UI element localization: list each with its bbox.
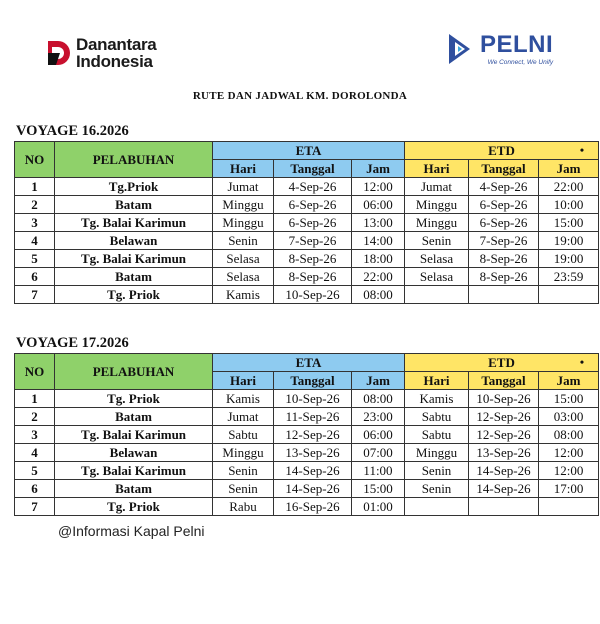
cell-eta-hari: Senin xyxy=(213,462,274,480)
header-eta: ETA xyxy=(213,142,405,160)
cell-etd-tanggal: 14-Sep-26 xyxy=(469,480,539,498)
cell-etd-jam xyxy=(539,286,599,304)
cell-etd-hari: Minggu xyxy=(405,214,469,232)
table-row xyxy=(15,268,599,286)
header-pelabuhan: PELABUHAN xyxy=(55,142,213,178)
cell-etd-jam: 12:00 xyxy=(539,462,599,480)
cell-etd-tanggal: 8-Sep-26 xyxy=(469,250,539,268)
cell-etd-hari: Jumat xyxy=(405,178,469,196)
cell-eta-hari: Minggu xyxy=(213,196,274,214)
cell-eta-jam: 22:00 xyxy=(352,268,405,286)
cell-etd-jam: 15:00 xyxy=(539,390,599,408)
cell-no: 1 xyxy=(15,178,55,196)
header-etd-hari: Hari xyxy=(405,160,469,178)
cell-pelabuhan: Belawan xyxy=(55,232,213,250)
cell-etd-hari xyxy=(405,286,469,304)
schedule-table-voyage-1 xyxy=(14,141,599,304)
cell-etd-hari: Selasa xyxy=(405,268,469,286)
cell-pelabuhan: Batam xyxy=(55,480,213,498)
table-row xyxy=(15,480,599,498)
header-eta-hari: Hari xyxy=(213,372,274,390)
header-etd-jam: Jam xyxy=(539,160,599,178)
cell-eta-jam: 06:00 xyxy=(352,196,405,214)
voyage-title-2: VOYAGE 17.2026 xyxy=(16,335,129,351)
cell-eta-hari: Minggu xyxy=(213,214,274,232)
header-no: NO xyxy=(15,142,55,178)
header-eta-jam: Jam xyxy=(352,160,405,178)
cell-etd-hari: Senin xyxy=(405,232,469,250)
cell-etd-tanggal: 12-Sep-26 xyxy=(469,426,539,444)
voyage-title-1: VOYAGE 16.2026 xyxy=(16,123,129,139)
cell-eta-jam: 18:00 xyxy=(352,250,405,268)
header-eta: ETA xyxy=(213,354,405,372)
cell-etd-jam xyxy=(539,498,599,516)
cell-eta-tanggal: 11-Sep-26 xyxy=(274,408,352,426)
cell-etd-tanggal: 4-Sep-26 xyxy=(469,178,539,196)
cell-eta-tanggal: 8-Sep-26 xyxy=(274,268,352,286)
cell-etd-hari: Senin xyxy=(405,480,469,498)
cell-eta-jam: 12:00 xyxy=(352,178,405,196)
cell-etd-jam: 23:59 xyxy=(539,268,599,286)
cell-pelabuhan: Batam xyxy=(55,196,213,214)
cell-pelabuhan: Tg. Balai Karimun xyxy=(55,214,213,232)
cell-eta-hari: Selasa xyxy=(213,268,274,286)
cell-eta-jam: 14:00 xyxy=(352,232,405,250)
cell-pelabuhan: Tg. Priok xyxy=(55,286,213,304)
pelni-logo-tagline: We Connect, We Unify xyxy=(487,58,554,66)
cell-eta-jam: 01:00 xyxy=(352,498,405,516)
cell-etd-jam: 08:00 xyxy=(539,426,599,444)
cell-no: 4 xyxy=(15,444,55,462)
cell-no: 1 xyxy=(15,390,55,408)
header-etd-tanggal: Tanggal xyxy=(469,160,539,178)
cell-etd-jam: 17:00 xyxy=(539,480,599,498)
cell-pelabuhan: Tg. Balai Karimun xyxy=(55,426,213,444)
cell-etd-tanggal: 12-Sep-26 xyxy=(469,408,539,426)
danantara-logo-icon xyxy=(46,39,70,67)
pelni-logo-name: PELNI xyxy=(480,30,554,58)
table-row xyxy=(15,390,599,408)
header-etd: ETD • xyxy=(405,142,599,160)
cell-no: 7 xyxy=(15,286,55,304)
danantara-logo-line2: Indonesia xyxy=(76,52,153,71)
cell-eta-tanggal: 6-Sep-26 xyxy=(274,196,352,214)
cell-pelabuhan: Tg.Priok xyxy=(55,178,213,196)
cell-eta-tanggal: 10-Sep-26 xyxy=(274,390,352,408)
header-pelabuhan: PELABUHAN xyxy=(55,354,213,390)
cell-eta-tanggal: 16-Sep-26 xyxy=(274,498,352,516)
cell-etd-tanggal: 8-Sep-26 xyxy=(469,268,539,286)
table-row xyxy=(15,286,599,304)
cell-eta-hari: Sabtu xyxy=(213,426,274,444)
cell-pelabuhan: Batam xyxy=(55,408,213,426)
cell-eta-hari: Jumat xyxy=(213,178,274,196)
table-row xyxy=(15,462,599,480)
cell-etd-hari xyxy=(405,498,469,516)
table-row xyxy=(15,250,599,268)
cell-etd-hari: Minggu xyxy=(405,196,469,214)
header-eta-tanggal: Tanggal xyxy=(274,160,352,178)
cell-etd-hari: Kamis xyxy=(405,390,469,408)
header-etd-tanggal: Tanggal xyxy=(469,372,539,390)
cell-no: 6 xyxy=(15,480,55,498)
cell-no: 6 xyxy=(15,268,55,286)
table-row xyxy=(15,426,599,444)
cell-eta-jam: 08:00 xyxy=(352,390,405,408)
cell-etd-tanggal: 13-Sep-26 xyxy=(469,444,539,462)
cell-no: 4 xyxy=(15,232,55,250)
cell-no: 2 xyxy=(15,408,55,426)
danantara-logo xyxy=(46,36,156,70)
cell-no: 5 xyxy=(15,462,55,480)
cell-etd-hari: Selasa xyxy=(405,250,469,268)
cell-eta-jam: 23:00 xyxy=(352,408,405,426)
cell-eta-tanggal: 10-Sep-26 xyxy=(274,286,352,304)
cell-etd-jam: 19:00 xyxy=(539,232,599,250)
header-etd-jam: Jam xyxy=(539,372,599,390)
cell-etd-tanggal: 6-Sep-26 xyxy=(469,196,539,214)
cell-pelabuhan: Belawan xyxy=(55,444,213,462)
cell-etd-tanggal: 14-Sep-26 xyxy=(469,462,539,480)
cell-pelabuhan: Tg. Balai Karimun xyxy=(55,462,213,480)
header-no: NO xyxy=(15,354,55,390)
cell-eta-hari: Kamis xyxy=(213,390,274,408)
cell-etd-tanggal: 6-Sep-26 xyxy=(469,214,539,232)
cell-eta-jam: 15:00 xyxy=(352,480,405,498)
cell-pelabuhan: Batam xyxy=(55,268,213,286)
cell-etd-jam: 10:00 xyxy=(539,196,599,214)
cell-etd-hari: Sabtu xyxy=(405,426,469,444)
table-row xyxy=(15,444,599,462)
cell-eta-hari: Rabu xyxy=(213,498,274,516)
cell-eta-tanggal: 4-Sep-26 xyxy=(274,178,352,196)
cell-eta-hari: Jumat xyxy=(213,408,274,426)
cell-etd-hari: Minggu xyxy=(405,444,469,462)
cell-no: 3 xyxy=(15,214,55,232)
header-etd: ETD • xyxy=(405,354,599,372)
document-title: RUTE DAN JADWAL KM. DOROLONDA xyxy=(192,90,408,102)
cell-no: 3 xyxy=(15,426,55,444)
cell-pelabuhan: Tg. Priok xyxy=(55,498,213,516)
header-eta-tanggal: Tanggal xyxy=(274,372,352,390)
pelni-logo xyxy=(446,32,553,66)
cell-eta-tanggal: 14-Sep-26 xyxy=(274,462,352,480)
cell-eta-jam: 06:00 xyxy=(352,426,405,444)
cell-eta-jam: 11:00 xyxy=(352,462,405,480)
cell-eta-tanggal: 6-Sep-26 xyxy=(274,214,352,232)
table-row xyxy=(15,178,599,196)
table-row xyxy=(15,196,599,214)
header-eta-jam: Jam xyxy=(352,372,405,390)
cell-etd-jam: 19:00 xyxy=(539,250,599,268)
table-row xyxy=(15,214,599,232)
header-eta-hari: Hari xyxy=(213,160,274,178)
cell-etd-jam: 12:00 xyxy=(539,444,599,462)
cell-eta-hari: Kamis xyxy=(213,286,274,304)
danantara-logo-line1: Danantara xyxy=(76,35,157,54)
cell-etd-hari: Senin xyxy=(405,462,469,480)
cell-etd-tanggal xyxy=(469,498,539,516)
cell-no: 2 xyxy=(15,196,55,214)
cell-eta-hari: Senin xyxy=(213,480,274,498)
cell-eta-tanggal: 8-Sep-26 xyxy=(274,250,352,268)
cell-etd-tanggal: 7-Sep-26 xyxy=(469,232,539,250)
cell-eta-hari: Selasa xyxy=(213,250,274,268)
cell-eta-tanggal: 7-Sep-26 xyxy=(274,232,352,250)
cell-etd-jam: 22:00 xyxy=(539,178,599,196)
cell-etd-hari: Sabtu xyxy=(405,408,469,426)
cell-eta-jam: 08:00 xyxy=(352,286,405,304)
cell-no: 7 xyxy=(15,498,55,516)
table-row xyxy=(15,408,599,426)
table-row xyxy=(15,498,599,516)
footer-credit: @Informasi Kapal Pelni xyxy=(58,523,205,539)
cell-eta-hari: Minggu xyxy=(213,444,274,462)
cell-pelabuhan: Tg. Priok xyxy=(55,390,213,408)
cell-eta-tanggal: 12-Sep-26 xyxy=(274,426,352,444)
cell-eta-tanggal: 14-Sep-26 xyxy=(274,480,352,498)
cell-eta-jam: 13:00 xyxy=(352,214,405,232)
header-etd-hari: Hari xyxy=(405,372,469,390)
cell-etd-jam: 03:00 xyxy=(539,408,599,426)
cell-eta-hari: Senin xyxy=(213,232,274,250)
cell-eta-tanggal: 13-Sep-26 xyxy=(274,444,352,462)
table-row xyxy=(15,232,599,250)
danantara-logo-text xyxy=(76,36,156,70)
pelni-logo-icon xyxy=(446,32,476,66)
cell-eta-jam: 07:00 xyxy=(352,444,405,462)
cell-etd-tanggal: 10-Sep-26 xyxy=(469,390,539,408)
schedule-table-voyage-2 xyxy=(14,353,599,516)
cell-etd-tanggal xyxy=(469,286,539,304)
cell-etd-jam: 15:00 xyxy=(539,214,599,232)
cell-no: 5 xyxy=(15,250,55,268)
cell-pelabuhan: Tg. Balai Karimun xyxy=(55,250,213,268)
